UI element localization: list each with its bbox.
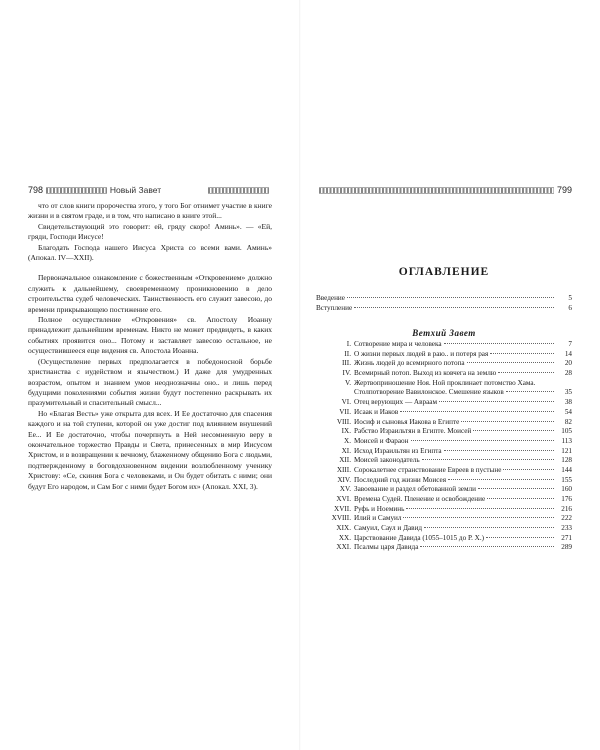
toc-entry[interactable]	[316, 369, 572, 379]
toc-entry[interactable]	[316, 495, 572, 505]
toc-entry[interactable]	[316, 485, 572, 495]
toc-entry-number: XIV.	[337, 475, 351, 484]
toc-entry-label: Введение	[316, 294, 345, 302]
toc-entry-number: XIX.	[336, 524, 351, 533]
toc-entry[interactable]	[316, 514, 572, 524]
leader-dots	[503, 469, 554, 470]
toc-entry-page: 28	[564, 369, 572, 378]
toc-entry[interactable]	[316, 505, 572, 515]
toc-entry-number: XX.	[338, 533, 351, 542]
toc-entry-number: XV.	[339, 485, 351, 494]
toc-entry-page: 35	[564, 388, 572, 397]
toc-entry[interactable]	[316, 408, 572, 418]
toc-entry-number: VIII.	[336, 417, 351, 426]
toc-entry-label: Псалмы царя Давида	[354, 543, 419, 552]
toc-entry-page: 176	[561, 495, 572, 503]
leader-dots	[347, 297, 554, 298]
toc-list	[316, 340, 572, 553]
toc-entry-number: V.	[344, 378, 351, 387]
toc-entry-page: 121	[561, 446, 572, 455]
leader-dots	[467, 362, 554, 363]
toc-entry-label: Самуил, Саул и Давид	[354, 524, 423, 533]
toc-entry[interactable]	[316, 304, 572, 314]
toc-entry[interactable]	[316, 427, 572, 437]
toc-entry-page: 6	[568, 303, 572, 312]
leader-dots	[478, 488, 554, 489]
right-page-number: 799	[556, 185, 572, 195]
toc-entry-label: Илий и Самуил	[354, 514, 402, 523]
toc-entry-page: 160	[561, 485, 572, 494]
toc-entry-page: 155	[561, 475, 572, 484]
toc-entry[interactable]	[316, 359, 572, 369]
toc-entry-page: 105	[561, 427, 572, 436]
toc-intro	[316, 294, 572, 313]
toc-entry-label: Сорокалетнее странствование Евреев в пустыне	[354, 465, 502, 474]
leader-dots	[506, 391, 554, 392]
toc-entry-number: XVIII.	[331, 514, 351, 523]
toc-entry[interactable]	[316, 456, 572, 466]
toc-entry[interactable]	[316, 524, 572, 534]
toc-entry-label: Времена Судей. Пленение и освобождение	[354, 495, 486, 503]
toc-entry[interactable]	[316, 340, 572, 350]
toc-entry-number: IX.	[341, 427, 351, 436]
right-running-header	[316, 184, 572, 196]
header-ornament	[46, 187, 107, 194]
leader-dots	[411, 440, 555, 441]
toc-entry-page: 233	[561, 524, 572, 533]
toc-entry-number: III.	[342, 359, 351, 368]
toc-entry[interactable]	[316, 379, 572, 389]
toc-entry-page: 38	[564, 398, 572, 407]
paragraph: Свидетельствующий это говорит: ей, гряду скоро! Аминь». — «Ей, гряди, Господи Иисусе!	[28, 221, 272, 242]
toc-entry-page: 128	[561, 456, 572, 465]
toc-entry-label: Вступление	[316, 303, 353, 312]
leader-dots	[448, 479, 554, 480]
leader-dots	[498, 372, 554, 373]
toc-entry-page: 216	[561, 504, 572, 513]
leader-dots	[354, 307, 554, 308]
header-ornament	[319, 187, 554, 194]
toc-entry-label: Сотворение мира и человека	[354, 340, 442, 348]
toc-entry-page: 289	[561, 543, 572, 552]
toc-entry-label: Отец верующих — Авраам	[354, 398, 438, 407]
toc-entry[interactable]	[316, 476, 572, 486]
header-ornament	[208, 187, 269, 194]
leader-dots	[406, 508, 554, 509]
toc-entry-label: Исход Израильтян из Египта	[354, 446, 442, 455]
paragraph: (Осуществление первых предполагается в победоносной борьбе христианства с иудейством и язычеством.) И даже для умудренных возрастом, опытом и знанием умов неоднозначны оно.. и лишь перед будущими поколениями события жизни будут постепенно раскрывать их празумительный и спасительный смысл...	[28, 356, 272, 408]
toc-entry[interactable]	[316, 437, 572, 447]
toc-entry-page: 271	[561, 533, 572, 542]
toc-entry-page: 54	[564, 407, 572, 416]
right-page	[300, 0, 600, 750]
section-heading: Ветхий Завет	[412, 328, 476, 338]
toc-entry-number: XII.	[339, 456, 351, 465]
toc-entry-number: XVI.	[336, 495, 351, 503]
leader-dots	[487, 498, 554, 499]
paragraph: Полное осуществление «Откровения» св. Апостолу Иоанну принадлежит дальнейшим временам. Никто не может предвидеть, в каких событиях проявится оно... Потому и заставляет завесою остальное, не осуществившееся еще видения св. Апостола Иоанна.	[28, 315, 272, 356]
toc-entry-label: Царствование Давида (1055–1015 до Р. Х.)	[354, 533, 485, 542]
toc-entry[interactable]	[316, 398, 572, 408]
toc-entry-label: Столпотворение Вавилонское. Смешение языков	[354, 388, 504, 397]
toc-entry-label: Рабство Израильтян в Египте. Моисей	[354, 427, 472, 436]
toc-entry-number: VII.	[339, 407, 351, 416]
toc-entry[interactable]	[316, 388, 572, 398]
leader-dots	[490, 353, 554, 354]
toc-entry-page: 7	[568, 340, 572, 348]
leader-dots	[424, 527, 554, 528]
paragraph: что от слов книги пророчества этого, у того Бог отнимет участие в книге жизни и в святом граде, и в том, что написано в книге этой...	[28, 201, 272, 221]
toc-entry-number: I.	[346, 340, 351, 348]
toc-entry-number: II.	[344, 349, 351, 358]
paragraph: Первоначальное ознакомление с божественным «Откровением» должно служить к дальнейшему, своевременному проникновению в дело строительства судеб человеческих. Таинственность его служит завесою, до времени прикрывающею постижение его.	[28, 273, 272, 314]
toc-entry-page: 20	[564, 359, 572, 368]
toc-entry-number: XXI.	[336, 543, 351, 552]
toc-entry-page: 82	[564, 417, 572, 426]
leader-dots	[473, 430, 554, 431]
toc-entry-number: XI.	[341, 446, 351, 455]
leader-dots	[420, 546, 554, 547]
toc-entry-label: Завоевание и раздел обетованной земли	[354, 485, 476, 494]
toc-entry-label: Жертвоприношение Ноя. Ной проклинает потомство Хама.	[354, 378, 536, 387]
toc-entry-number: X.	[344, 436, 351, 445]
leader-dots	[422, 459, 554, 460]
toc-entry-number: XVII.	[334, 504, 351, 513]
toc-entry[interactable]	[316, 534, 572, 544]
leader-dots	[461, 421, 554, 422]
toc-entry-number: XIII.	[336, 465, 351, 474]
toc-entry-label: Исаак и Иаков	[354, 407, 399, 416]
leader-dots	[400, 411, 554, 412]
left-running-header	[28, 184, 272, 196]
toc-entry[interactable]	[316, 466, 572, 476]
toc-entry-label: Последний год жизни Моисея	[354, 475, 447, 484]
leader-dots	[403, 517, 554, 518]
left-body-text	[28, 201, 272, 492]
leader-dots	[444, 450, 554, 451]
toc-entry-number: IV.	[342, 369, 351, 378]
toc-entry-page: 113	[561, 436, 572, 445]
toc-entry-number: VI.	[341, 398, 351, 407]
toc-entry-label: Моисей законодатель	[354, 456, 420, 465]
toc-entry-page: 5	[568, 294, 572, 302]
toc-entry-label: О жизни первых людей в раю.. и потеря рая	[354, 349, 489, 358]
toc-entry[interactable]	[316, 447, 572, 457]
toc-entry[interactable]	[316, 418, 572, 428]
leader-dots	[486, 537, 554, 538]
leader-dots	[444, 343, 554, 344]
toc-entry-label: Всемирный потоп. Выход из ковчега на землю	[354, 369, 497, 378]
toc-entry-label: Моисей и Фараон	[354, 436, 409, 445]
left-page-number: 798	[28, 185, 44, 195]
paragraph: Благодать Господа нашего Иисуса Христа со всеми вами. Аминь» (Апокал. IV—XXII).	[28, 242, 272, 263]
toc-entry-label: Руфь и Ноеминь	[354, 504, 405, 513]
toc-entry-page: 222	[561, 514, 572, 523]
toc-title: ОГЛАВЛЕНИЕ	[398, 266, 490, 278]
toc-entry-label: Иосиф и сыновья Иакова в Египте	[354, 417, 460, 426]
toc-entry[interactable]	[316, 294, 572, 304]
toc-entry-page: 14	[564, 349, 572, 358]
leader-dots	[439, 401, 554, 402]
toc-entry[interactable]	[316, 350, 572, 360]
toc-entry-page: 144	[561, 465, 572, 474]
toc-entry-label: Жизнь людей до всемирного потопа	[354, 359, 465, 368]
running-title: Новый Завет	[109, 185, 162, 195]
paragraph: Но «Благая Весть» уже открыта для всех. И Ее достаточно для спасения каждого и на той ступени, которой он уже достиг под влиянием внушений Ее... И Ее достаточно, чтобы почерпнуть в Ней несомненную веру в окончательное торжество Правды и Света, принесенных в мир Иисусом Христом, и в возвращении к вечному, блаженному общению Бога с людьми, подтвержденному в боговдохновенном видении возлюбленному ученику Христову: «Се, скиния Бога с человеками, и Он будет обитать с ними; они будут Его народом, и Сам Бог с ними будет Богом их» (Апокал. XXI, 3).	[28, 408, 272, 491]
toc-entry[interactable]	[316, 543, 572, 553]
